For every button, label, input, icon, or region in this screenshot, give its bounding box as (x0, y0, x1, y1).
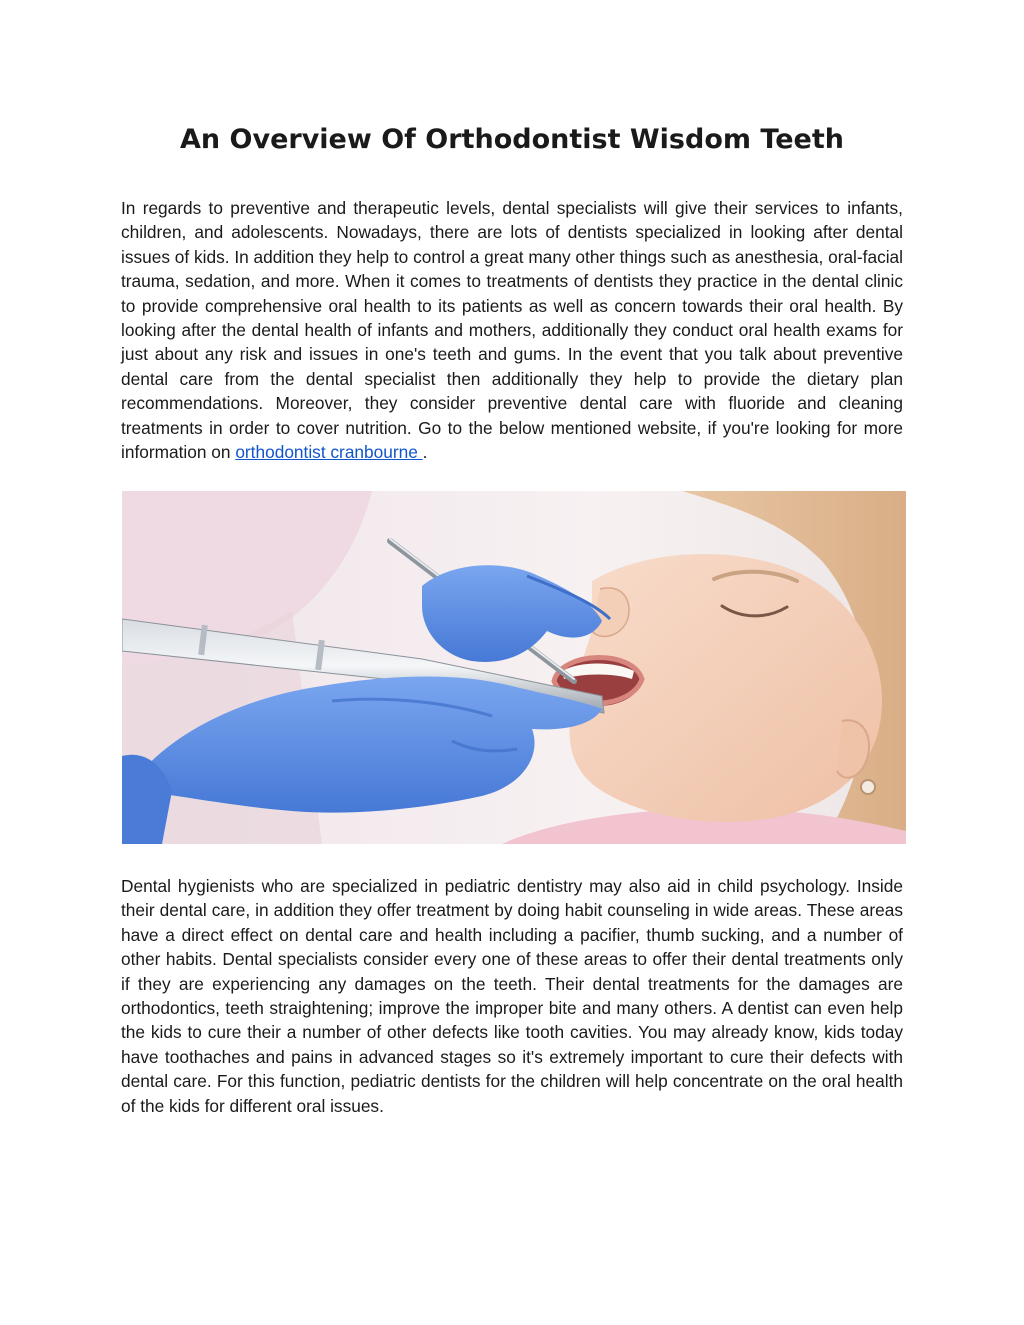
orthodontist-cranbourne-link[interactable]: orthodontist cranbourne (235, 442, 423, 463)
body-paragraph: Dental hygienists who are specialized in pediatric dentistry may also aid in child psychology. Inside their dental care, in addition they offer treatment by doing habit counseling in wide areas. These areas have a direct effect on dental care and health including a pacifier, thumb sucking, and a number of other habits. Dental specialists consider every one of these areas to offer their dental treatments only if they are experiencing any damages on the teeth. Their dental treatments for the damages are orthodontics, teeth straightening; improve the improper bite and many others. A dentist can even help the kids to cure their a number of other defects like tooth cavities. You may already know, kids today have toothaches and pains in advanced stages so it's extremely important to cure their defects with dental care. For this function, pediatric dentists for the children will help concentrate on the oral health of the kids for different oral issues. (121, 876, 903, 1116)
dental-exam-photo (122, 491, 906, 844)
earring-icon (861, 780, 875, 794)
intro-paragraph (121, 196, 903, 464)
page-title: An Overview Of Orthodontist Wisdom Teeth (180, 124, 844, 155)
dental-exam-illustration (122, 491, 906, 844)
intro-paragraph-period: . (422, 442, 428, 463)
intro-paragraph-text: In regards to preventive and therapeutic levels, dental specialists will give their services to infants, children, and adolescents. Nowadays, there are lots of dentists specialized in looking after dental issues of kids. In addition they help to control a great many other things such as anesthesia, oral-facial trauma, sedation, and more. When it comes to treatments of dentists they practice in the dental clinic to provide comprehensive oral health to its patients as well as concern towards their oral health. By looking after the dental health of infants and mothers, additionally they conduct oral health exams for just about any risk and issues in one's teeth and gums. In the event that you talk about preventive dental care from the dental specialist then additionally they help to provide the dietary plan recommendations. Moreover, they consider preventive dental care with fluoride and cleaning treatments in order to cover nutrition. Go to the below mentioned website, if you're looking for more information on (121, 198, 903, 463)
